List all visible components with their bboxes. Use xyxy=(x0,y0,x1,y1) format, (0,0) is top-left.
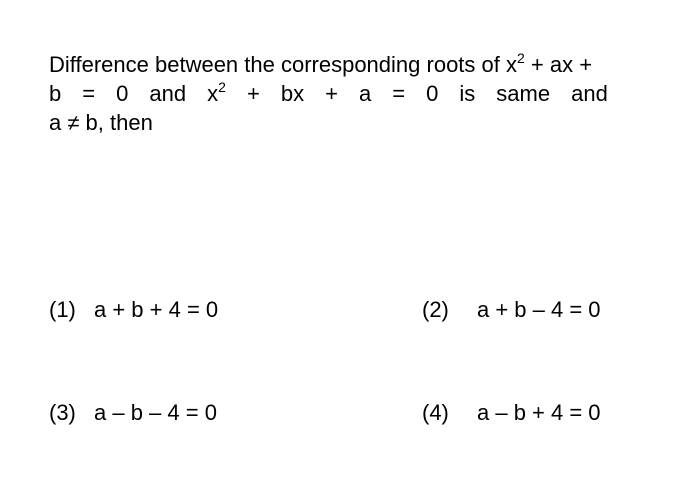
token-and: and xyxy=(149,81,187,106)
token-same: same xyxy=(496,81,551,106)
option-expression: a + b – 4 = 0 xyxy=(477,297,601,322)
question-line-1 xyxy=(49,50,608,79)
token-b: b xyxy=(49,81,62,106)
token-x: x xyxy=(207,81,219,106)
option-3[interactable] xyxy=(49,398,217,427)
token-x-squared xyxy=(207,79,226,108)
token-zero: 0 xyxy=(116,81,129,106)
option-4[interactable] xyxy=(422,398,601,427)
option-number: (4) xyxy=(422,400,449,425)
option-1[interactable] xyxy=(49,295,218,324)
option-expression: a – b – 4 = 0 xyxy=(94,400,217,425)
option-expression: a – b + 4 = 0 xyxy=(477,400,601,425)
option-number: (1) xyxy=(49,297,76,322)
token-bx: bx xyxy=(280,81,305,106)
option-number: (3) xyxy=(49,400,76,425)
token-is: is xyxy=(459,81,476,106)
question-text xyxy=(49,50,608,137)
token-equals: = xyxy=(82,81,96,106)
token-equals: = xyxy=(392,81,406,106)
token-and: and xyxy=(571,81,608,106)
superscript-2: 2 xyxy=(516,50,525,66)
token-plus: + xyxy=(246,81,260,106)
token-plus: + xyxy=(325,81,338,106)
token-a: a xyxy=(358,81,372,106)
token-zero: 0 xyxy=(426,81,439,106)
question-line-1-text-a: Difference between the corresponding roots of x xyxy=(49,52,517,77)
question-line-2 xyxy=(49,79,608,108)
option-expression: a + b + 4 = 0 xyxy=(94,297,219,322)
superscript-2: 2 xyxy=(218,79,226,95)
option-number: (2) xyxy=(422,297,449,322)
option-2[interactable] xyxy=(422,295,601,324)
question-line-1-text-b: + ax + xyxy=(524,52,593,77)
question-line-3: a ≠ b, then xyxy=(49,110,153,135)
